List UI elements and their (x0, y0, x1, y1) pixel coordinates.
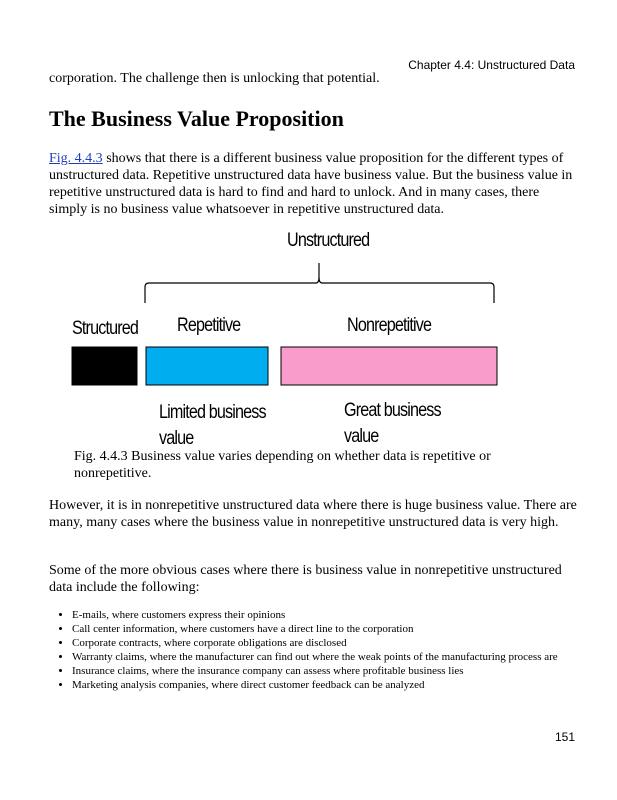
structured-bar (72, 347, 137, 385)
list-item: • Marketing analysis companies, where direct customer feedback can be analyzed (72, 678, 572, 692)
label-limited-business-value (159, 400, 266, 452)
list-item: • Warranty claims, where the manufacturer can find out where the weak points of the manufacturing process are (72, 650, 572, 664)
label-limited-line2: value (159, 428, 194, 449)
label-great-line1: Great business (344, 400, 441, 421)
label-unstructured: Unstructured (287, 230, 370, 251)
label-structured: Structured (72, 318, 139, 339)
section-title: The Business Value Proposition (49, 106, 344, 131)
label-great-line2: value (344, 426, 379, 447)
nonrepetitive-bar (281, 347, 497, 385)
list-item: • E-mails, where customers express their opinions (72, 608, 572, 622)
running-header: Chapter 4.4: Unstructured Data (408, 58, 575, 72)
paragraph-1-text: shows that there is a different business value proposition for the different types of unstructured data. Repetitive unstructured data have business value. But the business value in repetitive unstructured data is hard to find and hard to unlock. And in many cases, there simply is no business value whatsoever in repetitive unstructured data. (49, 151, 573, 217)
unstructured-brace (145, 263, 494, 303)
paragraph-3: Some of the more obvious cases where there is business value in nonrepetitive unstructured data include the following: (49, 563, 562, 595)
label-great-business-value (344, 398, 441, 450)
examples-list (52, 608, 572, 692)
intro-paragraph: corporation. The challenge then is unlocking that potential. (49, 71, 380, 86)
paragraph-1 (49, 150, 577, 218)
list-item: • Call center information, where customers have a direct line to the corporation (72, 622, 572, 636)
list-item: • Corporate contracts, where corporate obligations are disclosed (72, 636, 572, 650)
figure-reference-link[interactable]: Fig. 4.4.3 (49, 151, 103, 166)
figure-caption: Fig. 4.4.3 Business value varies depending on whether data is repetitive or nonrepetitive. (74, 449, 491, 481)
label-limited-line1: Limited business (159, 402, 266, 423)
repetitive-bar (146, 347, 268, 385)
paragraph-2: However, it is in nonrepetitive unstructured data where there is huge business value. There are many, many cases where the business value in nonrepetitive unstructured data is very high. (49, 498, 577, 530)
list-item: • Insurance claims, where the insurance company can assess where profitable business lies (72, 664, 572, 678)
page-number: 151 (554, 730, 575, 744)
figure-4-4-3 (0, 225, 617, 450)
label-repetitive: Repetitive (177, 315, 241, 336)
label-nonrepetitive: Nonrepetitive (347, 315, 432, 336)
